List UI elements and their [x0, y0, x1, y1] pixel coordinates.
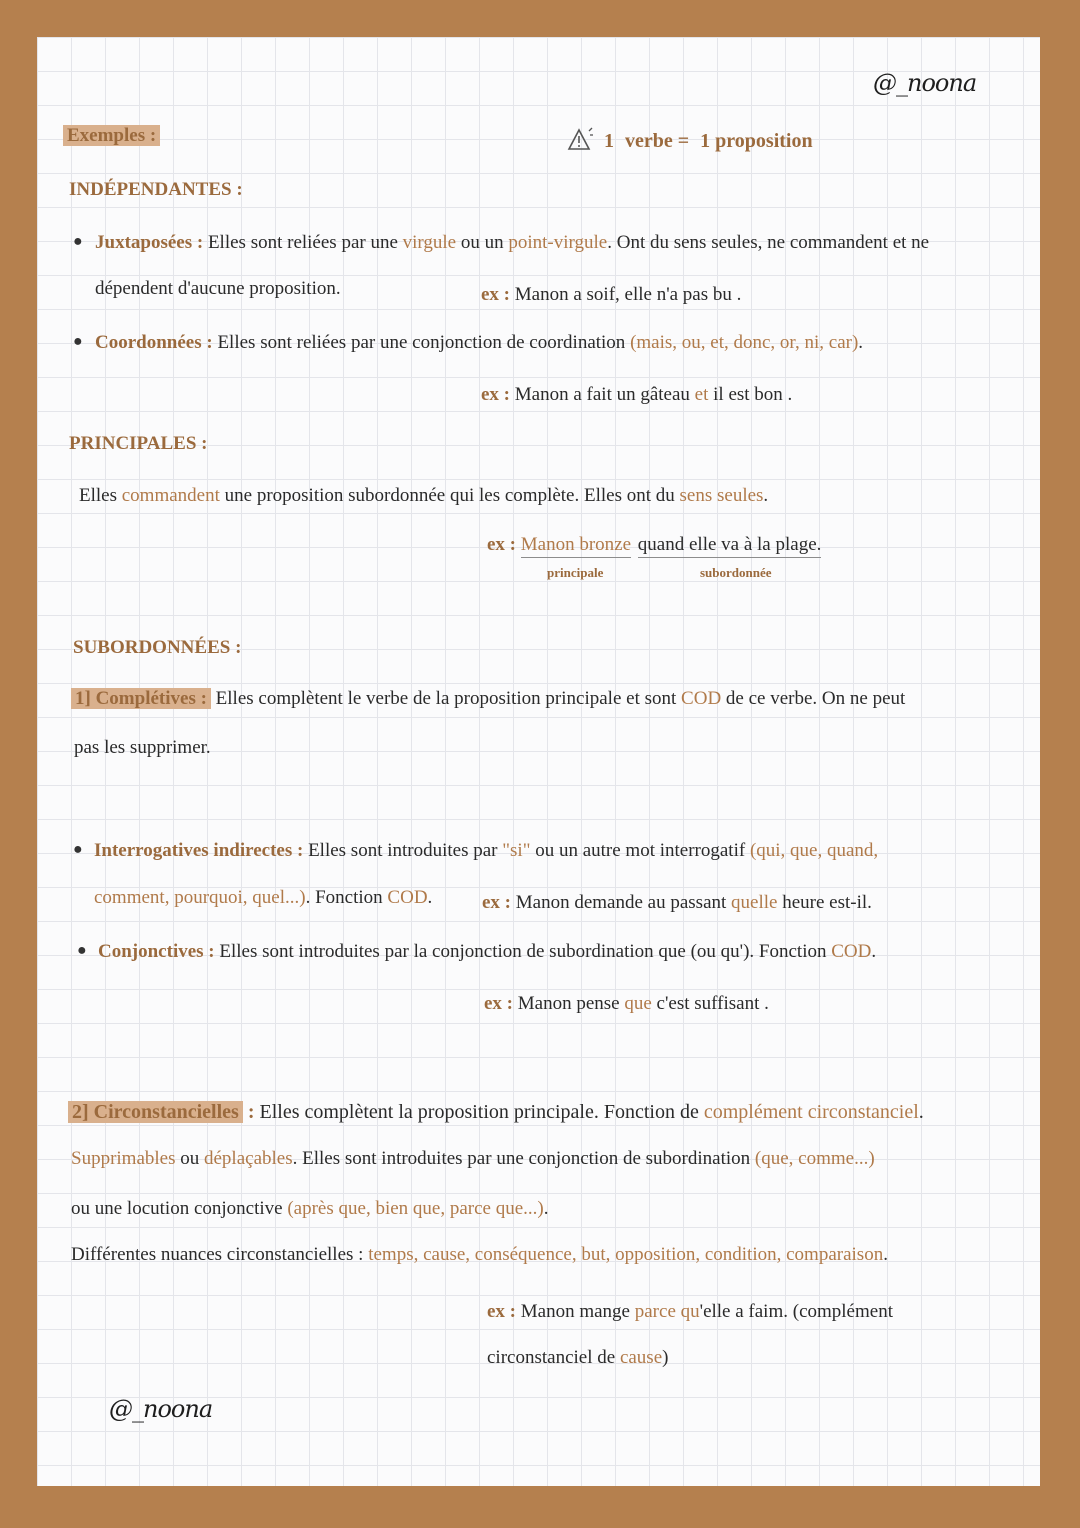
conjonctives-example: ex : Manon pense que c'est suffisant . — [484, 993, 769, 1014]
rule-banner: 1 verbe = 1 proposition — [565, 125, 813, 153]
juxtaposees-example: ex : Manon a soif, elle n'a pas bu . — [481, 284, 742, 305]
completives-line1: 1] Complétives : Elles complètent le verbe de la proposition principale et sont COD de ce verbe. On ne peut — [71, 687, 905, 711]
bullet: ● — [73, 333, 83, 350]
subordonnees-title: SUBORDONNÉES : — [73, 637, 242, 658]
circonstancielles-line3: ou une locution conjonctive (après que, bien que, parce que...). — [71, 1198, 549, 1219]
interrogatives-example: ex : Manon demande au passant quelle heure est-il. — [482, 892, 872, 913]
interrogatives-line2: comment, pourquoi, quel...). Fonction COD. — [94, 887, 433, 908]
bullet: ● — [73, 233, 83, 250]
interrogatives-line1: Interrogatives indirectes : Elles sont introduites par "si" ou un autre mot interrogatif (qui, que, quand, — [94, 840, 879, 861]
bullet: ● — [77, 942, 87, 959]
coordonnees-example: ex : Manon a fait un gâteau et il est bon . — [481, 384, 793, 405]
label-principale: principale — [547, 565, 604, 580]
examples-title: Exemples : — [63, 125, 160, 147]
completives-line2: pas les supprimer. — [74, 737, 211, 758]
principales-example: ex : Manon bronze quand elle va à la plage. — [487, 533, 821, 557]
conjonctives-line1: Conjonctives : Elles sont introduites par la conjonction de subordination que (ou qu'). Fonction COD. — [98, 941, 877, 962]
warning-icon — [565, 125, 593, 153]
circonstancielles-line2: Supprimables ou déplaçables. Elles sont introduites par une conjonction de subordination (que, comme...) — [71, 1148, 875, 1169]
bullet: ● — [73, 841, 83, 858]
principales-title: PRINCIPALES : — [69, 433, 208, 454]
juxtaposees-line1: Juxtaposées : Elles sont reliées par une virgule ou un point-virgule. Ont du sens seules, ne commandent et ne — [95, 232, 930, 253]
juxtaposees-line2: dépendent d'aucune proposition. — [95, 278, 341, 299]
circonstancielles-line4: Différentes nuances circonstancielles : temps, cause, conséquence, but, opposition, condition, comparaison. — [71, 1244, 888, 1265]
circonstancielles-line1: 2] Circonstancielles : Elles complètent la proposition principale. Fonction de complément circonstanciel. — [68, 1100, 924, 1124]
label-subordonnee: subordonnée — [700, 565, 772, 580]
notebook-page — [37, 37, 1040, 1486]
circonstancielles-example-line2: circonstanciel de cause) — [487, 1347, 669, 1368]
signature-bottom: @_noona — [109, 1395, 213, 1423]
coordonnees-line1: Coordonnées : Elles sont reliées par une conjonction de coordination (mais, ou, et, donc, or, ni, car). — [95, 332, 864, 353]
circonstancielles-example-line1: ex : Manon mange parce qu'elle a faim. (complément — [487, 1301, 893, 1322]
principales-text: Elles commandent une proposition subordonnée qui les complète. Elles ont du sens seules. — [79, 485, 769, 506]
signature-top: @_noona — [873, 69, 977, 97]
independantes-title: INDÉPENDANTES : — [69, 179, 243, 200]
